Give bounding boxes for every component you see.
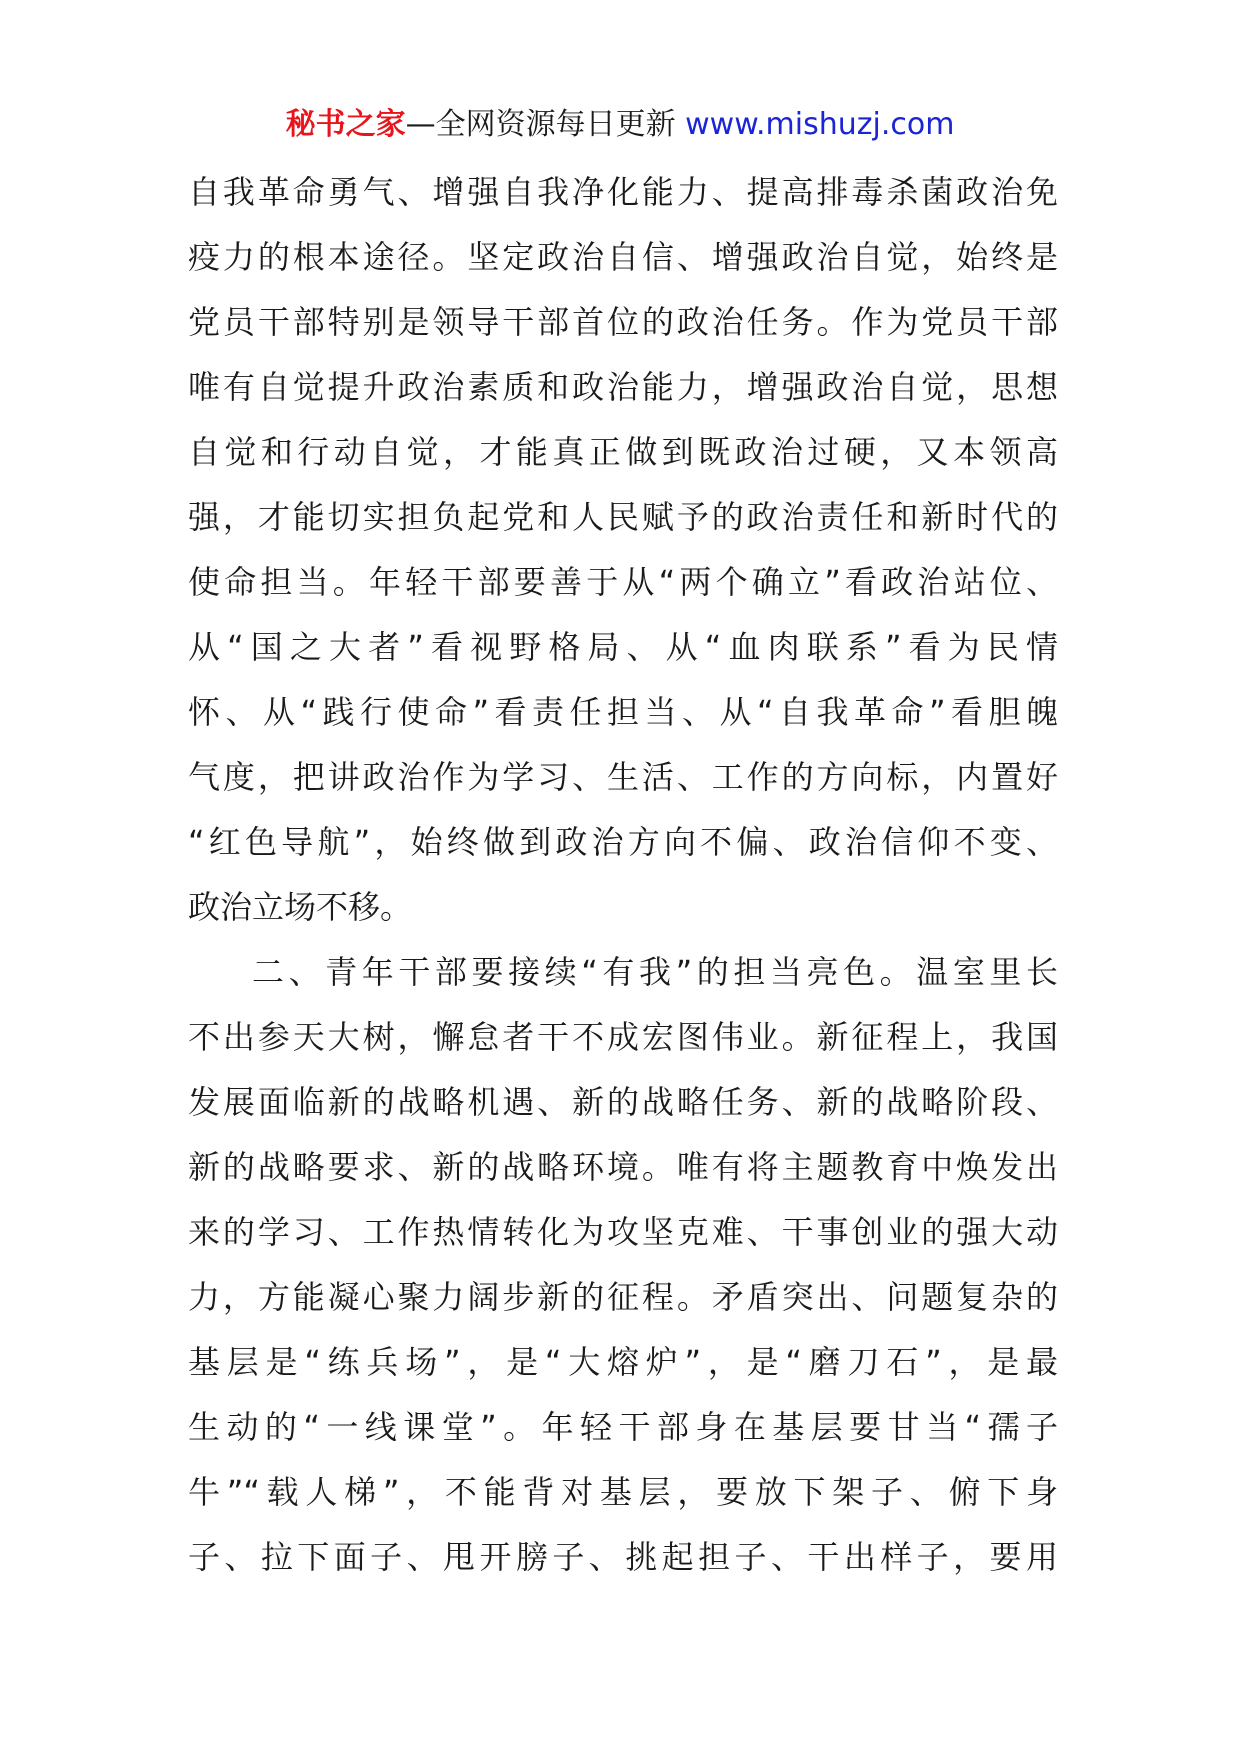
text-line: 新的战略要求、新的战略环境。唯有将主题教育中焕发出 xyxy=(188,1148,1058,1186)
text-line: 党员干部特别是领导干部首位的政治任务。作为党员干部 xyxy=(188,303,1058,341)
text-line: 不出参天大树，懈怠者干不成宏图伟业。新征程上，我国 xyxy=(188,1018,1058,1056)
text-line: 气度，把讲政治作为学习、生活、工作的方向标，内置好 xyxy=(188,758,1058,796)
text-line: 强，才能切实担负起党和人民赋予的政治责任和新时代的 xyxy=(188,498,1058,536)
text-line: 来的学习、工作热情转化为攻坚克难、干事创业的强大动 xyxy=(188,1213,1058,1251)
text-line: 基层是“练兵场”，是“大熔炉”，是“磨刀石”，是最 xyxy=(188,1343,1058,1381)
text-line: 自我革命勇气、增强自我净化能力、提高排毒杀菌政治免 xyxy=(188,173,1058,211)
text-line: 子、拉下面子、甩开膀子、挑起担子、干出样子，要用 xyxy=(188,1538,1058,1576)
text-line: “红色导航”，始终做到政治方向不偏、政治信仰不变、 xyxy=(188,823,1058,861)
text-line: 唯有自觉提升政治素质和政治能力，增强政治自觉，思想 xyxy=(188,368,1058,406)
text-line: 从“国之大者”看视野格局、从“血肉联系”看为民情 xyxy=(188,628,1058,666)
header-tagline: —全网资源每日更新 xyxy=(405,107,676,142)
text-line: 力，方能凝心聚力阔步新的征程。矛盾突出、问题复杂的 xyxy=(188,1278,1058,1316)
text-line: 疫力的根本途径。坚定政治自信、增强政治自觉，始终是 xyxy=(188,238,1058,276)
site-url-link[interactable]: www.mishuzj.com xyxy=(685,107,955,142)
page-header xyxy=(0,98,1240,152)
section-heading-line: 二、青年干部要接续“有我”的担当亮色。温室里长 xyxy=(252,953,1058,991)
text-line: 使命担当。年轻干部要善于从“两个确立”看政治站位、 xyxy=(188,563,1058,601)
paragraph-end-line: 政治立场不移。 xyxy=(188,888,413,926)
text-line: 发展面临新的战略机遇、新的战略任务、新的战略阶段、 xyxy=(188,1083,1058,1121)
document-body xyxy=(188,160,1058,1590)
text-line: 怀、从“践行使命”看责任担当、从“自我革命”看胆魄 xyxy=(188,693,1058,731)
brand-name: 秘书之家 xyxy=(285,107,406,142)
text-line: 自觉和行动自觉，才能真正做到既政治过硬，又本领高 xyxy=(188,433,1058,471)
text-line: 牛”“载人梯”，不能背对基层，要放下架子、俯下身 xyxy=(188,1473,1058,1511)
text-line: 生动的“一线课堂”。年轻干部身在基层要甘当“孺子 xyxy=(188,1408,1058,1446)
